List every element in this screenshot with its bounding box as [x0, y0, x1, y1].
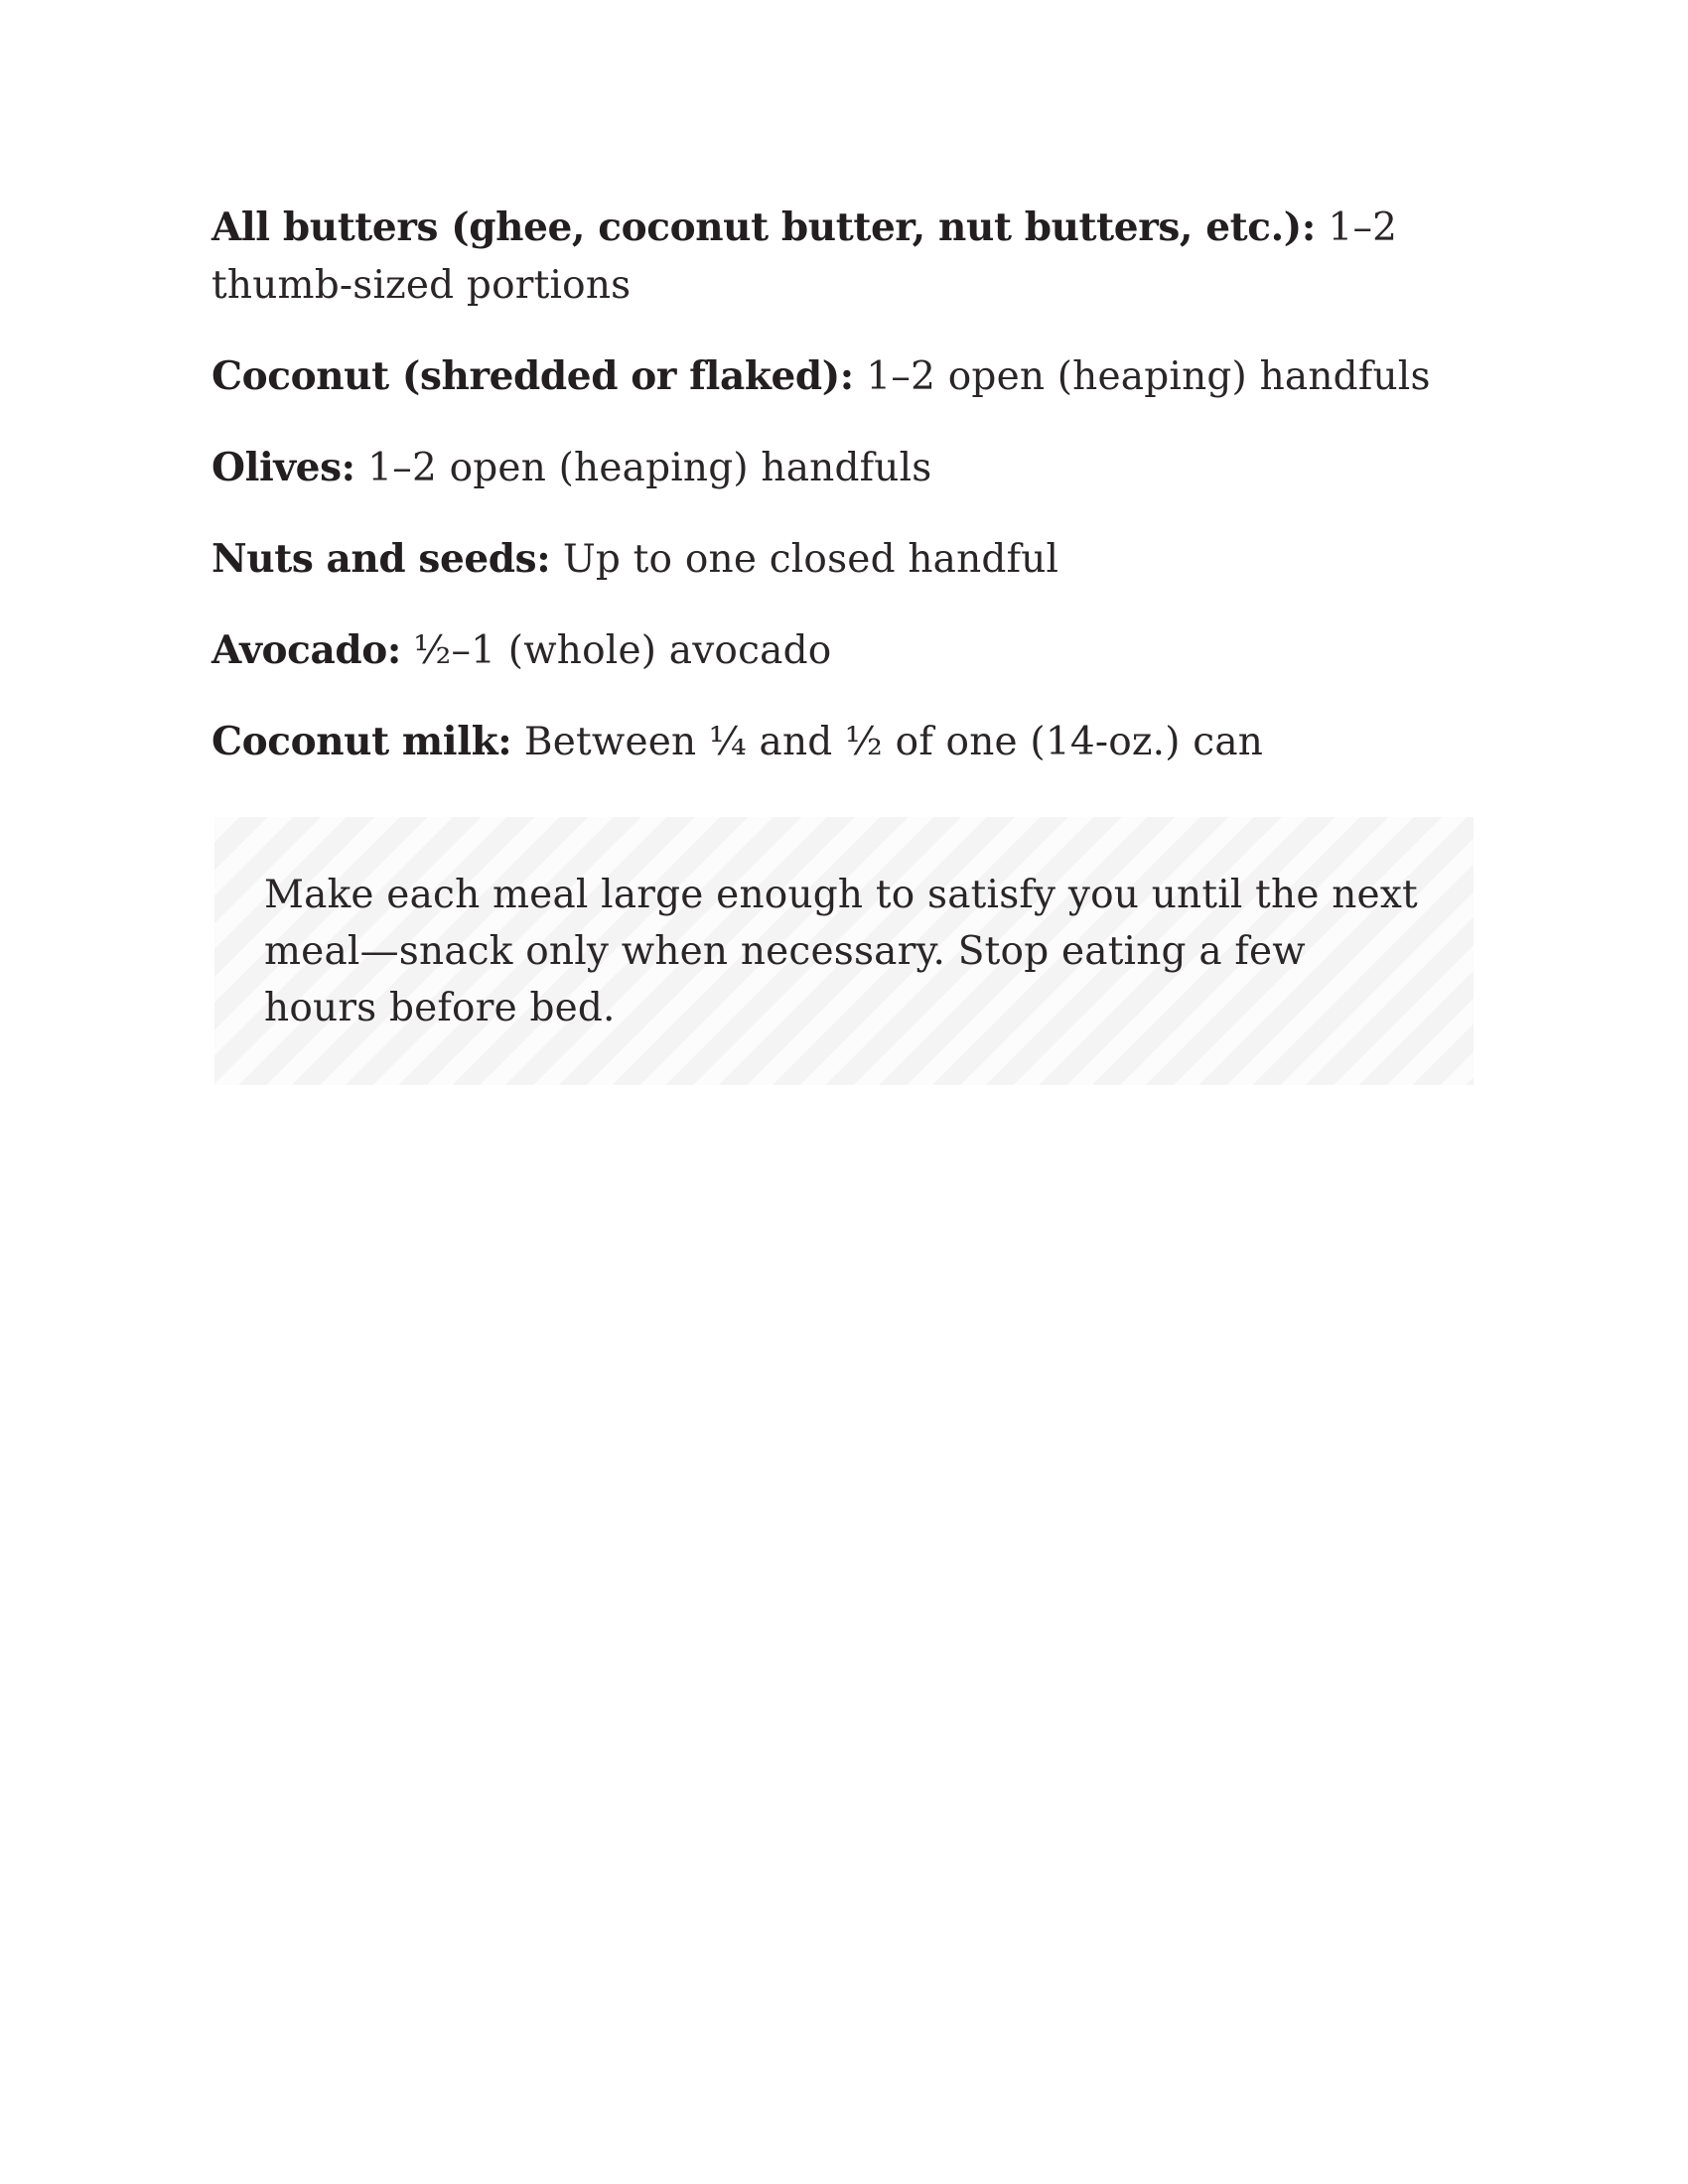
- portion-amount: Between ¼ and ½ of one (14-oz.) can: [523, 720, 1264, 764]
- portion-item-olives: [211, 439, 1473, 497]
- portion-item-avocado: [211, 621, 1473, 680]
- portion-item-nuts-seeds: [211, 530, 1473, 589]
- tip-text: Make each meal large enough to satisfy you until the next meal—snack only when necessary. Stop eating a few hours before bed.: [264, 873, 1418, 1030]
- portion-list: [211, 199, 1473, 771]
- tip-callout-box: [214, 817, 1474, 1085]
- portion-label: Coconut (shredded or flaked):: [211, 353, 854, 399]
- portion-label: All butters (ghee, coconut butter, nut butters, etc.):: [211, 205, 1316, 250]
- portion-amount: Up to one closed handful: [562, 537, 1059, 582]
- portion-guide: [211, 199, 1473, 804]
- portion-label: Olives:: [211, 445, 355, 490]
- portion-label: Coconut milk:: [211, 719, 512, 764]
- portion-amount: 1–2 open (heaping) handfuls: [866, 354, 1431, 399]
- portion-label: Avocado:: [211, 627, 401, 673]
- portion-item-butters: [211, 199, 1473, 315]
- portion-item-coconut: [211, 347, 1473, 406]
- portion-amount: 1–2 thumb-sized portions: [211, 205, 1398, 308]
- portion-item-coconut-milk: [211, 713, 1473, 771]
- portion-amount: 1–2 open (heaping) handfuls: [367, 446, 932, 490]
- portion-amount: ½–1 (whole) avocado: [413, 628, 832, 673]
- portion-label: Nuts and seeds:: [211, 536, 551, 582]
